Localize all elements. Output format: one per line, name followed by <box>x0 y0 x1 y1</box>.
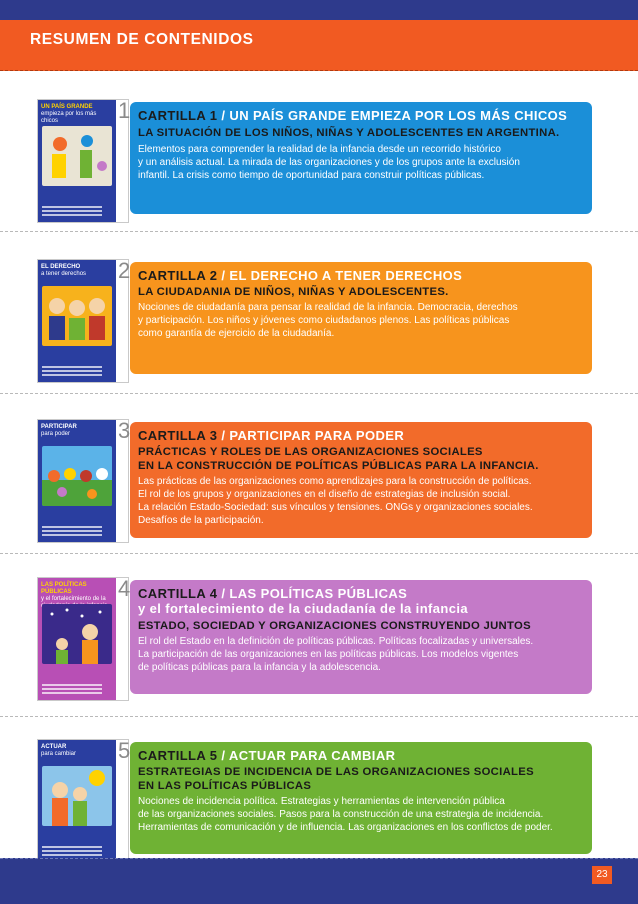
cover-cartilla-2 <box>38 258 131 382</box>
cartilla-title: PARTICIPAR PARA PODER <box>229 428 405 443</box>
top-bar <box>0 0 638 20</box>
body-line: Elementos para comprender la realidad de la infancia desde un recorrido histórico <box>138 144 501 155</box>
cover-illustration <box>42 604 112 664</box>
page-number: 23 <box>592 866 612 884</box>
cartilla-subtitle <box>138 445 539 473</box>
cartilla-title-line2: y el fortalecimiento de la ciudadanía de la infancia <box>138 601 469 616</box>
cover-cartilla-1 <box>38 98 131 222</box>
cartilla-title: EL DERECHO A TENER DERECHOS <box>229 268 463 283</box>
body-line: de políticas públicas para la infancia y la adolescencia. <box>138 662 381 673</box>
cover-illustration <box>42 126 112 186</box>
body-line: La relación Estado-Sociedad: sus vínculos y tensiones. ONGs y organizaciones sociales. <box>138 502 533 513</box>
cover-number: 3 <box>118 418 131 443</box>
body-line: y participación. Los niños y jóvenes como ciudadanos plenos. Las políticas públicas <box>138 315 510 326</box>
cover-footer <box>42 364 102 376</box>
page-title: RESUMEN DE CONTENIDOS <box>30 31 254 48</box>
cartilla-title: UN PAÍS GRANDE EMPIEZA POR LOS MÁS CHICOS <box>229 108 568 123</box>
card-title: CARTILLA 5 / ACTUAR PARA CAMBIAR <box>138 748 396 763</box>
body-line: El rol del Estado en la definición de políticas públicas. Políticas focalizadas y universales. <box>138 636 534 647</box>
separator <box>0 716 638 717</box>
cartilla-label: CARTILLA 4 <box>138 586 218 601</box>
cartilla-card-3 <box>130 422 592 538</box>
body-line: infantil. La crisis como tiempo de oportunidad para construir políticas públicas. <box>138 170 485 181</box>
cover-title: LAS POLÍTICAS PÚBLICAS <box>41 582 87 595</box>
cover-cartilla-3 <box>38 418 131 542</box>
cover-subtitle: para poder <box>41 431 71 437</box>
cover-title: PARTICIPAR <box>41 424 77 430</box>
separator <box>0 393 638 394</box>
cover-cartilla-4 <box>38 576 131 700</box>
body-line: El rol de los grupos y organizaciones en el diseño de estrategias de inclusión social. <box>138 489 511 500</box>
cover-cartilla-5 <box>38 738 131 862</box>
cartilla-card-1 <box>130 102 592 214</box>
subtitle-line: EN LAS POLÍTICAS PÚBLICAS <box>138 780 312 792</box>
body-line: y un análisis actual. La mirada de las organizaciones y de los grupos ante la exclusión <box>138 157 520 168</box>
body-line: como garantía de ejercicio de la ciudadanía. <box>138 328 335 339</box>
cover-number: 4 <box>118 576 131 601</box>
cover-subtitle: empieza por los más chicos <box>41 111 97 124</box>
cartilla-card-2 <box>130 262 592 374</box>
cover-number: 5 <box>118 738 131 763</box>
subtitle-line: PRÁCTICAS Y ROLES DE LAS ORGANIZACIONES SOCIALES <box>138 446 483 458</box>
body-line: Herramientas de comunicación y de influencia. Las organizaciones en los conflictos de poder. <box>138 822 553 833</box>
card-title: CARTILLA 2 / EL DERECHO A TENER DERECHOS <box>138 268 463 283</box>
card-title: CARTILLA 3 / PARTICIPAR PARA PODER <box>138 428 405 443</box>
cover-illustration <box>42 286 112 346</box>
cartilla-label: CARTILLA 5 <box>138 748 218 763</box>
body-line: Nociones de incidencia política. Estrategias y herramientas de intervención pública <box>138 796 505 807</box>
cartilla-label: CARTILLA 3 <box>138 428 218 443</box>
cover-subtitle: y el fortalecimiento de la ciudadanía de la infancia <box>41 596 108 609</box>
cover-title: ACTUAR <box>41 744 67 750</box>
cover-number: 1 <box>118 98 131 123</box>
body-line: Nociones de ciudadanía para pensar la realidad de la infancia. Democracia, derechos <box>138 302 518 313</box>
subtitle-line: EN LA CONSTRUCCIÓN DE POLÍTICAS PÚBLICAS PARA LA INFANCIA. <box>138 460 539 472</box>
body-line: Las prácticas de las organizaciones como aprendizajes para la construcción de políticas. <box>138 476 532 487</box>
cartilla-body <box>138 635 533 674</box>
cover-illustration <box>42 446 112 506</box>
cartilla-label: CARTILLA 2 <box>138 268 218 283</box>
cover-number: 2 <box>118 258 131 283</box>
cartilla-card-4 <box>130 580 592 694</box>
page-footer <box>0 858 638 904</box>
cartilla-body <box>138 301 518 340</box>
card-title: CARTILLA 4 / LAS POLÍTICAS PÚBLICAS <box>138 586 408 601</box>
separator <box>0 231 638 232</box>
cover-subtitle: a tener derechos <box>41 271 87 277</box>
body-line: de las organizaciones sociales. Pasos para la construcción de una estrategia de incidencia. <box>138 809 544 820</box>
cartilla-title: LAS POLÍTICAS PÚBLICAS <box>229 586 408 601</box>
body-line: Desafíos de la participación. <box>138 515 264 526</box>
subtitle-line: ESTRATEGIAS DE INCIDENCIA DE LAS ORGANIZACIONES SOCIALES <box>138 766 534 778</box>
cartilla-body <box>138 143 520 182</box>
card-title: CARTILLA 1 / UN PAÍS GRANDE EMPIEZA POR LOS MÁS CHICOS <box>138 108 568 123</box>
cover-footer <box>42 204 102 216</box>
cover-footer <box>42 844 102 856</box>
cartilla-title: ACTUAR PARA CAMBIAR <box>228 748 396 763</box>
body-line: La participación de las organizaciones en las políticas públicas. Los modelos vigentes <box>138 649 519 660</box>
cartilla-body <box>138 475 533 527</box>
cartilla-card-5 <box>130 742 592 854</box>
cover-subtitle: para cambiar <box>41 751 77 757</box>
cover-illustration <box>42 766 112 826</box>
cartilla-label: CARTILLA 1 <box>138 108 218 123</box>
cover-footer <box>42 524 102 536</box>
separator <box>0 553 638 554</box>
cover-title: EL DERECHO <box>41 264 81 270</box>
cover-title: UN PAÍS GRANDE <box>41 104 93 110</box>
cartilla-subtitle: LA SITUACIÓN DE LOS NIÑOS, NIÑAS Y ADOLESCENTES EN ARGENTINA. <box>138 127 560 139</box>
cover-footer <box>42 682 102 694</box>
cartilla-body <box>138 795 553 834</box>
cartilla-subtitle: ESTADO, SOCIEDAD Y ORGANIZACIONES CONSTRUYENDO JUNTOS <box>138 620 531 632</box>
cartilla-subtitle: LA CIUDADANIA DE NIÑOS, NIÑAS Y ADOLESCENTES. <box>138 286 449 298</box>
cartilla-subtitle <box>138 765 534 793</box>
